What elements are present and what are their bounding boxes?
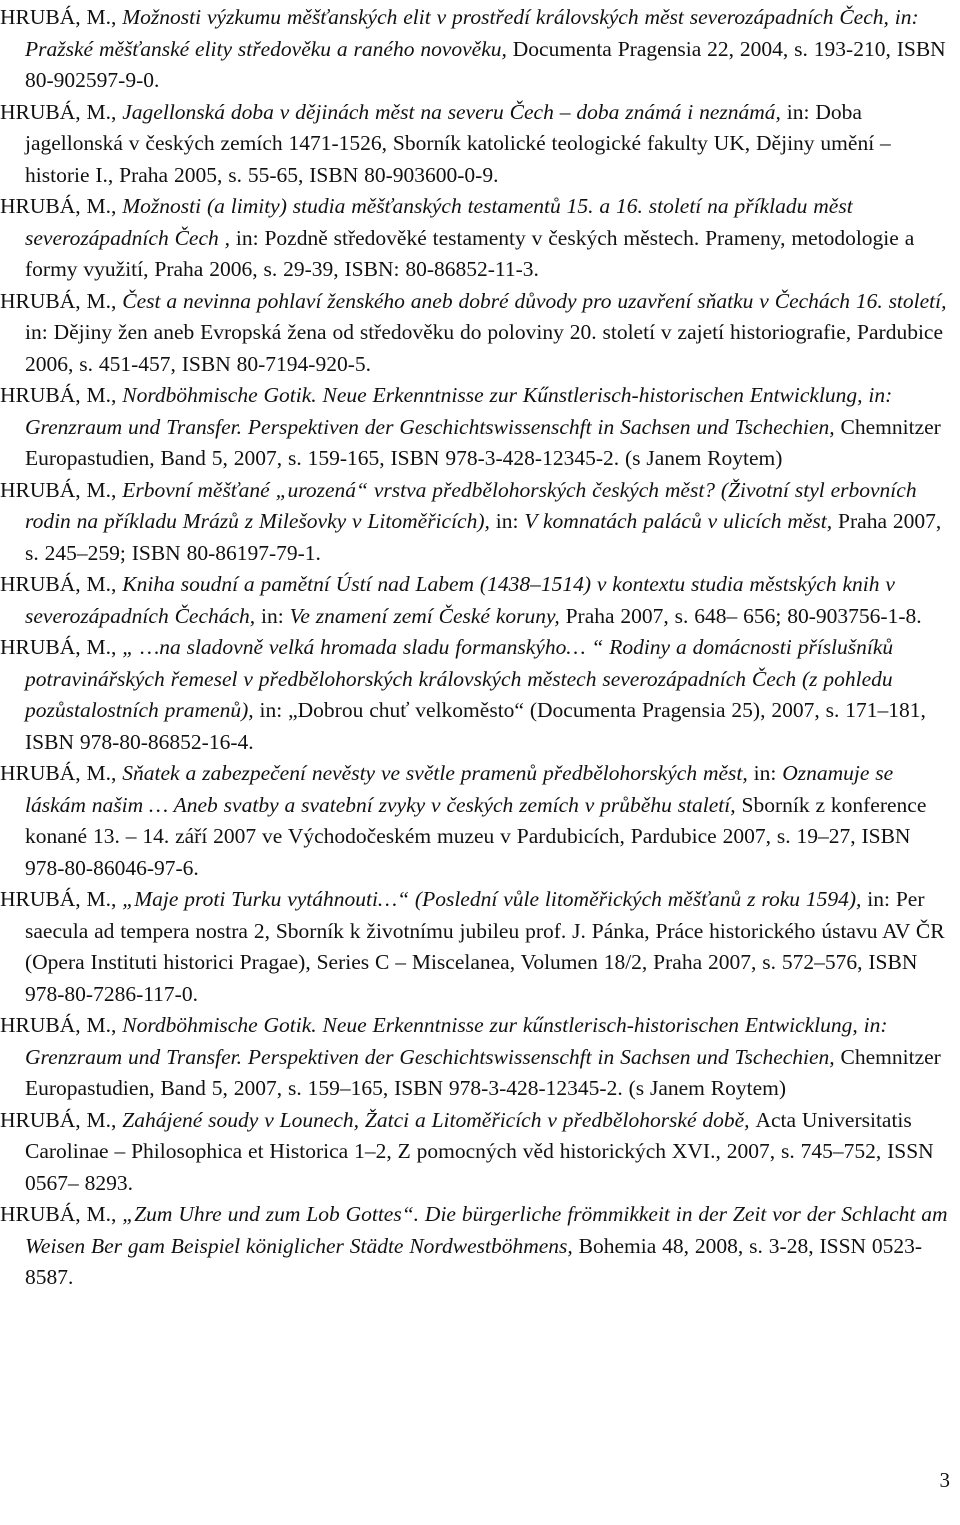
- entry-text-segment: in: Per saecula ad tempera nostra 2, Sborník k životnímu jubileu prof. J. Pánka, Práce historického ústavu AV ČR (Opera Instituti historici Pragae), Series C – Miscelanea, Volumen 18/2, Praha 2007, s. 572–576, ISBN 978-80-7286-117-0.: [25, 887, 945, 1006]
- bibliography-entry: [0, 758, 952, 884]
- entry-title-segment: Nordböhmische Gotik. Neue Erkenntnisse zur Kűnstlerisch-historischen Entwicklung, in: Grenzraum und Transfer. Perspektiven der Geschichtswissenschft in Sachsen und Tschechien,: [25, 383, 893, 439]
- entry-author: HRUBÁ, M.,: [0, 1013, 123, 1037]
- entry-author: HRUBÁ, M.,: [0, 477, 123, 502]
- entry-author: HRUBÁ, M.,: [0, 1202, 123, 1226]
- entry-title-segment: Kniha soudní a pamětní Ústí nad Labem (1438–1514) v kontextu studia městských knih v severozápadních Čechách,: [25, 572, 895, 628]
- entry-author: HRUBÁ, M.,: [0, 1107, 123, 1132]
- entry-title-segment: V komnatách paláců v ulicích měst,: [524, 509, 839, 533]
- entry-title-segment: „Zum Uhre und zum Lob Gottes“. Die bürgerliche frömmikkeit in der Zeit vor der Schlacht am Weisen Ber gam Beispiel königlicher Städte Nordwestböhmens,: [25, 1202, 948, 1258]
- entry-text-segment: Bohemia 48, 2008, s. 3-28, ISSN 0523-8587.: [25, 1233, 923, 1289]
- entry-text-segment: in:: [753, 761, 783, 785]
- entry-author: HRUBÁ, M.,: [0, 194, 123, 218]
- bibliography-entry: [0, 884, 952, 1010]
- bibliography-entry: [0, 97, 952, 192]
- entry-text-segment: Praha 2007, s. 648– 656; 80-903756-1-8.: [565, 603, 922, 628]
- bibliography-list: [0, 2, 952, 1294]
- entry-text-segment: in:: [261, 603, 290, 628]
- entry-title-segment: „ …na sladovně velká hromada sladu formanskýho… “ Rodiny a domácnosti příslušníků potravinářských řemesel v předbělohorských královských městech severozápadních Čech (z pohledu pozůstalostních pramenů),: [25, 635, 894, 722]
- entry-text-segment: in:: [495, 509, 525, 533]
- bibliography-entry: [0, 1105, 952, 1200]
- bibliography-entry: [0, 475, 952, 570]
- bibliography-entry: [0, 191, 952, 286]
- entry-title-segment: Oznamuje se láskám našim … Aneb svatby a svatební zvyky v českých zemích v průběhu staletí,: [25, 761, 894, 817]
- entry-author: HRUBÁ, M.,: [0, 572, 123, 596]
- entry-author: HRUBÁ, M.,: [0, 99, 123, 124]
- bibliography-entry: [0, 1010, 952, 1105]
- entry-text-segment: Documenta Pragensia 22, 2004, s. 193-210, ISBN 80-902597-9-0.: [25, 36, 946, 92]
- entry-author: HRUBÁ, M.,: [0, 288, 123, 313]
- bibliography-entry: [0, 286, 952, 381]
- entry-author: HRUBÁ, M.,: [0, 761, 123, 785]
- bibliography-entry: [0, 380, 952, 475]
- entry-title-segment: Možnosti výzkumu měšťanských elit v prostředí královských měst severozápadních Čech, in: Pražské měšťanské elity středověku a raného novověku,: [25, 5, 919, 61]
- entry-title-segment: Sňatek a zabezpečení nevěsty ve světle pramenů předbělohorských měst,: [122, 761, 754, 785]
- entry-text-segment: in: Pozdně středověké testamenty v českých městech. Prameny, metodologie a formy využití, Praha 2006, s. 29-39, ISBN: 80-86852-11-3.: [25, 225, 915, 281]
- entry-text-segment: Acta Universitatis Carolinae – Philosophica et Historica 1–2, Z pomocných věd historických XVI., 2007, s. 745–752, ISSN 0567– 8293.: [25, 1107, 934, 1195]
- entry-title-segment: „Maje proti Turku vytáhnouti…“ (Poslední vůle litoměřických měšťanů z roku 1594),: [122, 887, 868, 911]
- entry-title-segment: Nordböhmische Gotik. Neue Erkenntnisse zur kűnstlerisch-historischen Entwicklung, in: Grenzraum und Transfer. Perspektiven der Geschichtswissenschft in Sachsen und Tschechien,: [25, 1013, 888, 1069]
- entry-author: HRUBÁ, M.,: [0, 887, 123, 911]
- entry-author: HRUBÁ, M.,: [0, 383, 123, 407]
- entry-text-segment: in: Dějiny žen aneb Evropská žena od středověku do poloviny 20. století v zajetí historiografie, Pardubice 2006, s. 451-457, ISBN 80-7194-920-5.: [25, 320, 944, 376]
- entry-title-segment: Ve znamení zemí České koruny,: [289, 603, 566, 628]
- entry-text-segment: Sborník z konference konané 13. – 14. září 2007 ve Východočeském muzeu v Pardubicích, Pardubice 2007, s. 19–27, ISBN 978-80-86046-97-6.: [25, 792, 927, 880]
- bibliography-entry: [0, 632, 952, 758]
- entry-title-segment: Možnosti (a limity) studia měšťanských testamentů 15. a 16. století na příkladu měst severozápadních Čech ,: [25, 194, 853, 250]
- entry-title-segment: Erbovní měšťané „urozená“ vrstva předbělohorských českých měst? (Životní styl erbovních rodin na příkladu Mrázů z Milešovky v Litoměřicích),: [25, 477, 917, 533]
- bibliography-entry: [0, 569, 952, 632]
- bibliography-entry: [0, 2, 952, 97]
- entry-author: HRUBÁ, M.,: [0, 635, 123, 659]
- entry-text-segment: Praha 2007, s. 245–259; ISBN 80-86197-79-1.: [25, 509, 942, 565]
- entry-title-segment: Jagellonská doba v dějinách měst na severu Čech – doba známá i neznámá,: [122, 99, 787, 124]
- entry-text-segment: in: Doba jagellonská v českých zemích 1471-1526, Sborník katolické teologické fakulty UK, Dějiny umění – historie I., Praha 2005, s. 55-65, ISBN 80-903600-0-9.: [25, 99, 891, 187]
- entry-title-segment: Čest a nevinna pohlaví ženského aneb dobré důvody pro uzavření sňatku v Čechách 16. století,: [122, 288, 947, 313]
- entry-text-segment: Chemnitzer Europastudien, Band 5, 2007, s. 159-165, ISBN 978-3-428-12345-2. (s Janem Roytem): [25, 414, 941, 470]
- page-number: 3: [939, 1468, 950, 1492]
- entry-author: HRUBÁ, M.,: [0, 5, 123, 29]
- bibliography-entry: [0, 1199, 952, 1294]
- entry-text-segment: in: „Dobrou chuť velkoměsto“ (Documenta Pragensia 25), 2007, s. 171–181, ISBN 978-80-86852-16-4.: [25, 698, 926, 754]
- entry-title-segment: Zahájené soudy v Lounech, Žatci a Litoměřicích v předbělohorské době,: [122, 1107, 756, 1132]
- entry-text-segment: Chemnitzer Europastudien, Band 5, 2007, s. 159–165, ISBN 978-3-428-12345-2. (s Janem Roytem): [25, 1044, 941, 1100]
